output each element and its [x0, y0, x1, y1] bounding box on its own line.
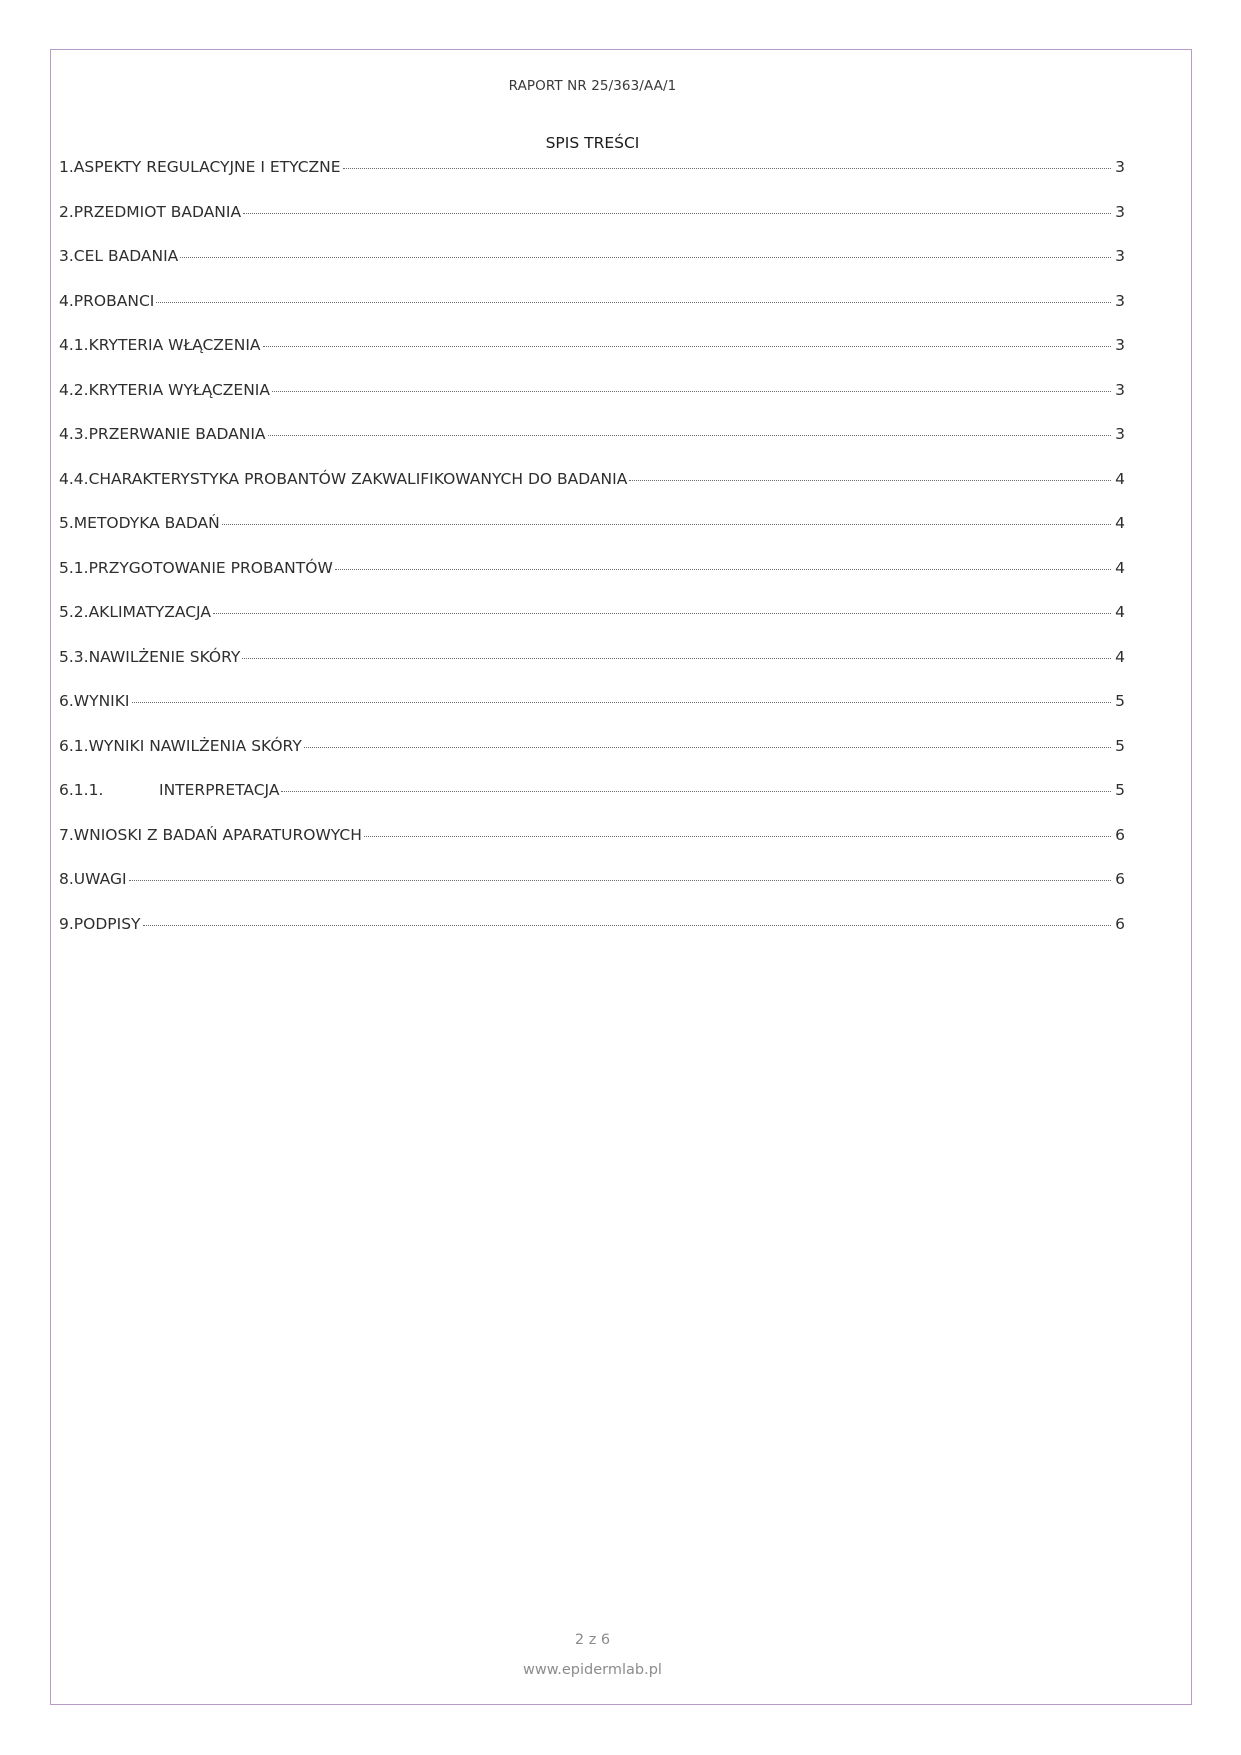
toc-entry-4-1[interactable]: [59, 336, 1125, 381]
toc-entry-number: 6.: [59, 692, 74, 710]
toc-entry-label: PODPISY: [73, 914, 141, 933]
toc-entry-label: NAWILŻENIE SKÓRY: [88, 647, 241, 666]
toc-entry-page: 3: [1115, 291, 1125, 310]
toc-entry-8[interactable]: [59, 870, 1125, 915]
toc-dot-leader: [143, 925, 1111, 926]
report-number-header: RAPORT NR 25/363/AA/1: [508, 78, 677, 94]
toc-dot-leader: [263, 346, 1112, 347]
toc-entry-3[interactable]: [59, 247, 1125, 292]
toc-entry-label: CEL BADANIA: [73, 247, 179, 265]
toc-dot-leader: [129, 880, 1111, 881]
toc-entry-label: CHARAKTERYSTYKA PROBANTÓW ZAKWALIFIKOWANYCH DO BADANIA: [88, 469, 628, 488]
toc-entry-page: 3: [1115, 380, 1125, 399]
toc-entry-2[interactable]: [59, 203, 1125, 248]
toc-entry-page: 4: [1115, 558, 1125, 577]
toc-entry-label: PRZERWANIE BADANIA: [88, 425, 266, 443]
toc-entry-page: 4: [1115, 647, 1125, 666]
toc-dot-leader: [272, 391, 1111, 392]
toc-entry-number: 2.: [59, 202, 74, 221]
toc-entry-label: AKLIMATYZACJA: [88, 603, 211, 621]
toc-entry-number: 8.: [59, 870, 74, 888]
toc-entry-label: KRYTERIA WYŁĄCZENIA: [88, 380, 270, 399]
toc-entry-4-2[interactable]: [59, 381, 1125, 426]
toc-entry-label: PRZEDMIOT BADANIA: [73, 202, 242, 221]
toc-entry-page: 3: [1115, 202, 1125, 221]
toc-entry-number: 3.: [59, 247, 74, 265]
toc-entry-page: 6: [1115, 914, 1125, 933]
toc-entry-number: 9.: [59, 914, 74, 933]
toc-entry-5[interactable]: [59, 514, 1125, 559]
toc-entry-number: 4.2.: [59, 380, 89, 399]
toc-entry-page: 5: [1115, 781, 1125, 799]
table-of-contents-title: SPIS TREŚCI: [545, 134, 640, 152]
toc-entry-5-3[interactable]: [59, 648, 1125, 693]
toc-entry-4[interactable]: [59, 292, 1125, 337]
toc-entry-page: 4: [1115, 603, 1125, 621]
toc-dot-leader: [304, 747, 1111, 748]
toc-entry-page: 5: [1115, 736, 1125, 755]
toc-entry-page: 3: [1115, 425, 1125, 443]
toc-entry-number: 5.3.: [59, 647, 89, 666]
toc-entry-label: ASPEKTY REGULACYJNE I ETYCZNE: [73, 158, 341, 176]
toc-entry-label: METODYKA BADAŃ: [73, 514, 220, 532]
toc-entry-label: WYNIKI: [73, 692, 130, 710]
toc-entry-number: 5.2.: [59, 603, 89, 621]
toc-entry-page: 6: [1115, 825, 1125, 844]
toc-dot-leader: [335, 569, 1111, 570]
toc-entry-number: 5.: [59, 514, 74, 532]
toc-dot-leader: [213, 613, 1111, 614]
toc-entry-page: 3: [1115, 247, 1125, 265]
toc-dot-leader: [132, 702, 1112, 703]
website-link[interactable]: www.epidermlab.pl: [523, 1662, 662, 1678]
toc-entry-number: 7.: [59, 825, 74, 844]
toc-entry-4-4[interactable]: [59, 470, 1125, 515]
toc-entry-number: 5.1.: [59, 558, 89, 577]
toc-dot-leader: [242, 658, 1111, 659]
toc-entry-5-1[interactable]: [59, 559, 1125, 604]
toc-dot-leader: [364, 836, 1111, 837]
toc-entry-6[interactable]: [59, 692, 1125, 737]
toc-entry-9[interactable]: [59, 915, 1125, 960]
toc-entry-page: 3: [1115, 336, 1125, 354]
toc-entry-number: 6.1.1.: [59, 781, 104, 799]
toc-dot-leader: [343, 168, 1111, 169]
toc-entry-1[interactable]: [59, 158, 1125, 203]
toc-dot-leader: [156, 302, 1111, 303]
toc-entry-number: 4.3.: [59, 425, 89, 443]
toc-dot-leader: [268, 435, 1112, 436]
toc-entry-label: UWAGI: [73, 870, 127, 888]
toc-entry-page: 3: [1115, 158, 1125, 176]
toc-entry-label: PROBANCI: [73, 291, 155, 310]
toc-entry-label: KRYTERIA WŁĄCZENIA: [88, 336, 261, 354]
toc-dot-leader: [180, 257, 1111, 258]
table-of-contents-list: [59, 158, 1125, 959]
toc-dot-leader: [222, 524, 1111, 525]
toc-entry-number: 4.4.: [59, 469, 89, 488]
toc-entry-label: INTERPRETACJA: [159, 781, 280, 799]
toc-entry-label: PRZYGOTOWANIE PROBANTÓW: [88, 558, 333, 577]
toc-entry-page: 6: [1115, 870, 1125, 888]
page-number-footer: 2 z 6: [574, 1632, 611, 1648]
toc-dot-leader: [281, 791, 1111, 792]
toc-entry-4-3[interactable]: [59, 425, 1125, 470]
toc-entry-number: 4.1.: [59, 336, 89, 354]
toc-entry-number: 6.1.: [59, 736, 89, 755]
toc-dot-leader: [629, 480, 1111, 481]
toc-entry-6-1[interactable]: [59, 737, 1125, 782]
toc-entry-6-1-1[interactable]: [59, 781, 1125, 826]
toc-entry-number: 4.: [59, 291, 74, 310]
toc-entry-page: 4: [1115, 514, 1125, 532]
toc-entry-label: WNIOSKI Z BADAŃ APARATUROWYCH: [73, 825, 362, 844]
toc-dot-leader: [243, 213, 1111, 214]
toc-entry-page: 4: [1115, 469, 1125, 488]
toc-entry-number: 1.: [59, 158, 74, 176]
toc-entry-page: 5: [1115, 692, 1125, 710]
toc-entry-7[interactable]: [59, 826, 1125, 871]
toc-entry-5-2[interactable]: [59, 603, 1125, 648]
toc-entry-label: WYNIKI NAWILŻENIA SKÓRY: [88, 736, 302, 755]
